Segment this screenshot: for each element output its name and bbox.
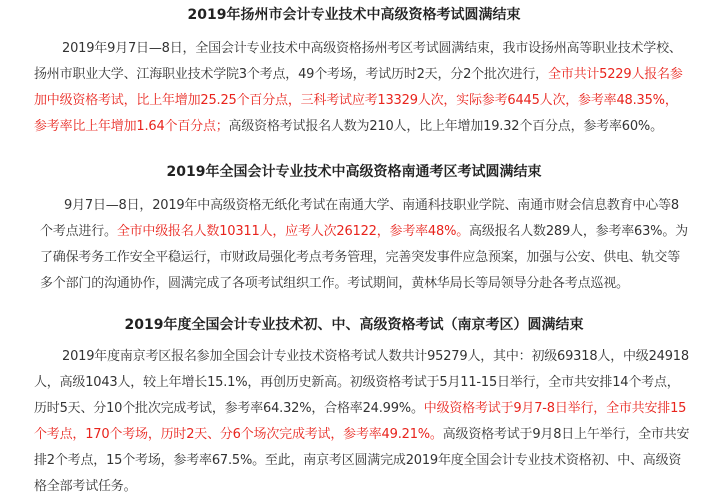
yangzhou-highlight: 全市共计5229人报名参加中级资格考试，比上年增加25.25个百分点，三科考试应考13329人次，实际参考6445人次，参考率48.35%，参考率比上年增加1.64个百分点； (34, 67, 683, 134)
nanjing-text: 2019年度南京考区报名参加全国会计专业技术资格考试人数共计95279人，其中：初级69318人，中级24918人，高级1043人，较上年增长15.1%，再创历史新高。初级资格考试于5月11-15日举行，全市共安排14个考点，历时5天、分10个批次完成考试，参考率64.32%，合格率24.99%。 (34, 349, 689, 416)
nantong-text-tail: 高级报名人数289人，参考率63%。为了确保考务工作安全平稳运行，市财政局强化考点考务管理，完善突发事件应急预案，加强与公安、供电、轨交等多个部门的沟通协作，圆满完成了各项考试组织工作。考试期间，黄林华局长等局领导分赴各考点巡视。 (40, 224, 688, 291)
nantong-title: 2019年全国会计专业技术中高级资格南通考区考试圆满结束 (166, 164, 542, 180)
nantong-section (0, 163, 708, 297)
nanjing-section (0, 316, 708, 500)
nanjing-text-tail: 高级资格考试于9月8日上午举行，全市共安排2个考点，15个考场，参考率67.5%。至此，南京考区圆满完成2019年度全国会计专业技术资格初、中、高级资格全部考试任务。 (34, 427, 690, 494)
nantong-text: 9月7日—8日，2019年中高级资格无纸化考试在南通大学、南通科技职业学院、南通市财会信息教育中心等8个考点进行。 (40, 198, 679, 239)
yangzhou-section (0, 6, 708, 140)
nantong-paragraph (0, 193, 708, 297)
nanjing-title: 2019年度全国会计专业技术初、中、高级资格考试（南京考区）圆满结束 (124, 317, 584, 333)
yangzhou-text-tail: 高级资格考试报名人数为210人，比上年增加19.32个百分点，参考率60%。 (228, 119, 663, 134)
yangzhou-paragraph (0, 36, 708, 140)
nanjing-highlight: 中级资格考试于9月7-8日举行，全市共安排15个考点，170个考场，历时2天、分6个场次完成考试，参考率49.21%。 (34, 401, 687, 442)
nantong-highlight: 全市中级报名人数10311人，应考人次26122，参考率48%。 (116, 224, 470, 239)
yangzhou-text: 2019年9月7日—8日，全国会计专业技术中高级资格扬州考区考试圆满结束，我市设扬州高等职业技术学校、扬州市职业大学、江海职业技术学院3个考点，49个考场，考试历时2天，分2个批次进行， (34, 41, 682, 82)
nanjing-paragraph (0, 344, 708, 500)
yangzhou-title: 2019年扬州市会计专业技术中高级资格考试圆满结束 (187, 7, 521, 23)
